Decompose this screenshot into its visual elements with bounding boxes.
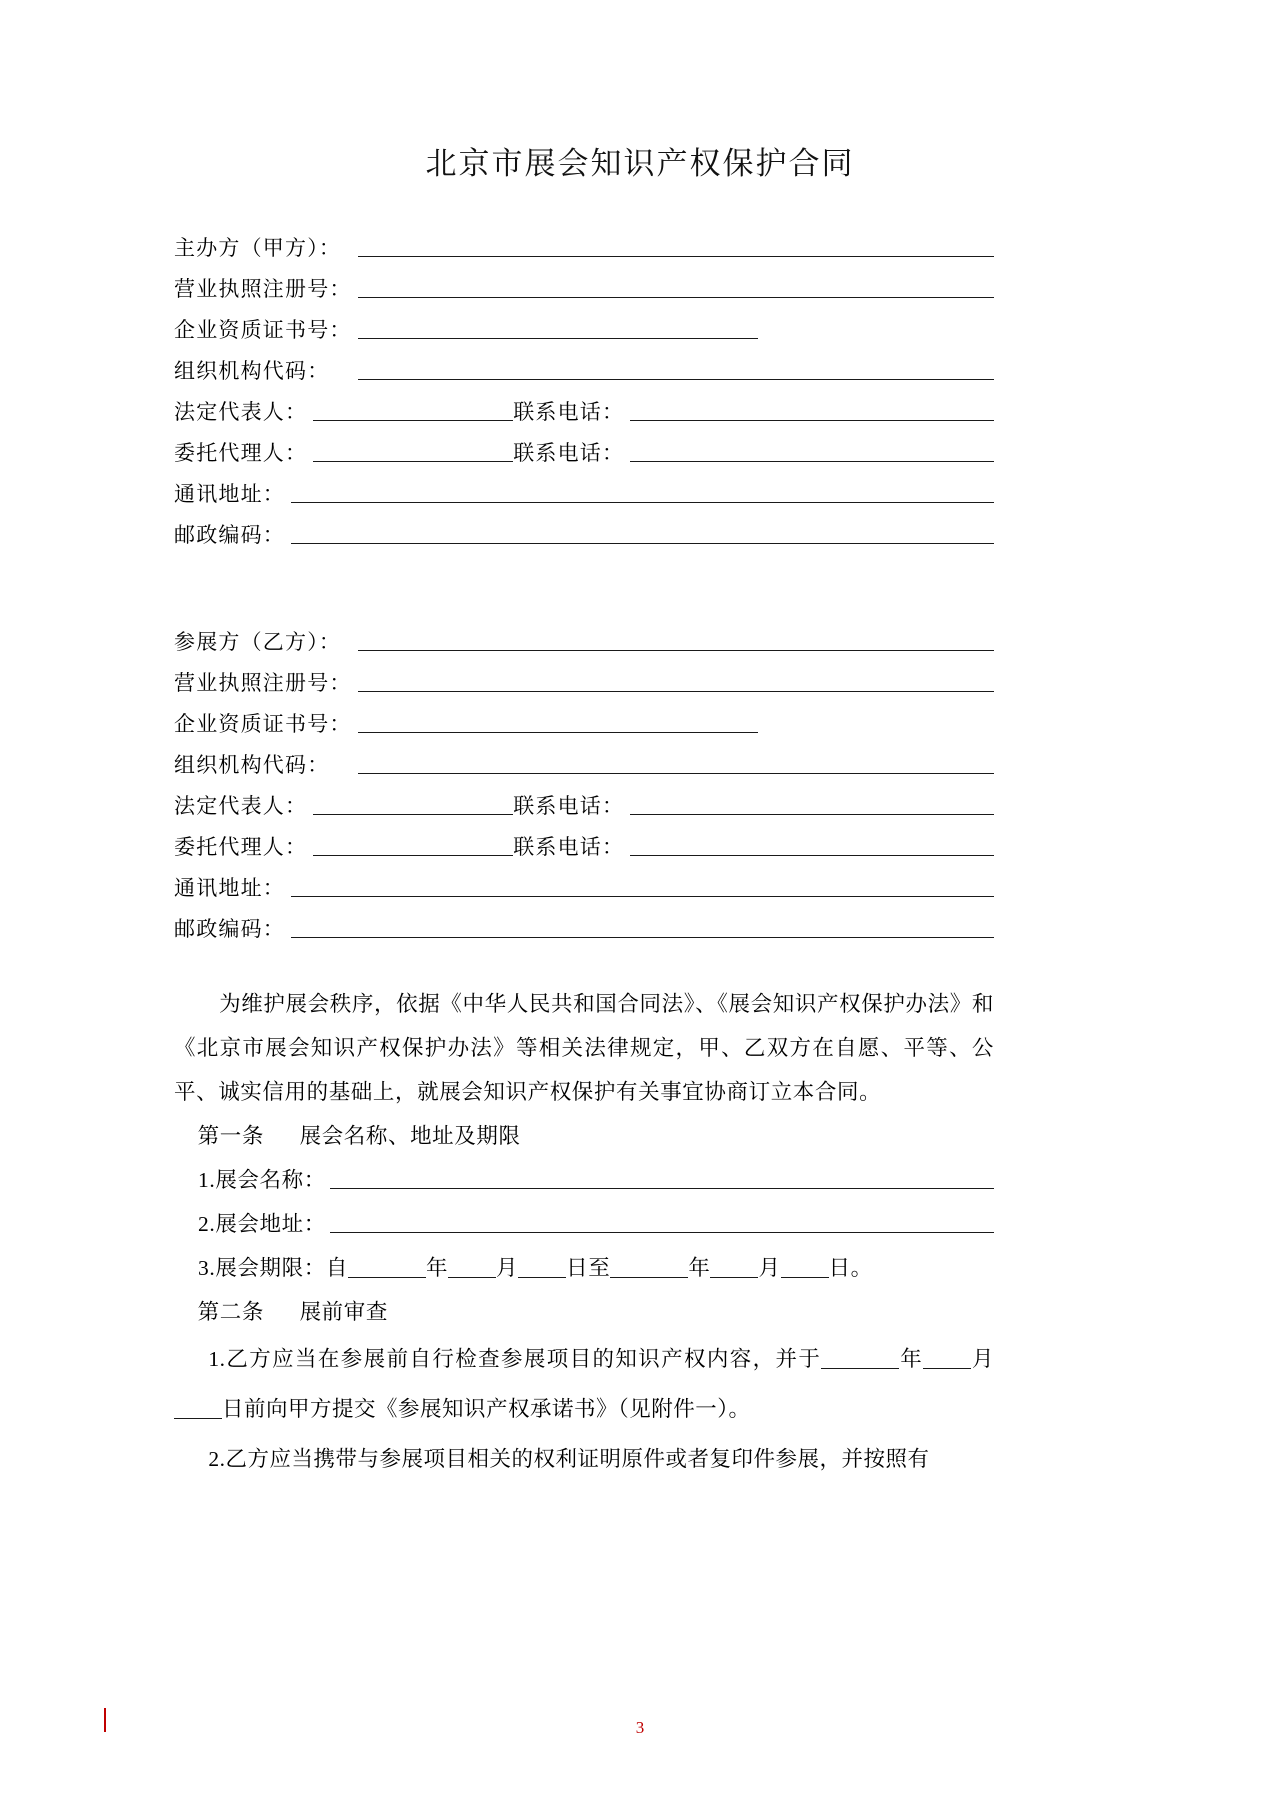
input-period-end-year[interactable]	[610, 1258, 688, 1278]
input-period-start-year[interactable]	[348, 1258, 426, 1278]
document-body	[174, 232, 994, 1484]
party-a-block	[174, 232, 994, 560]
clause-one-title: 展会名称、地址及期限	[299, 1124, 521, 1148]
field-party-a-postcode	[174, 519, 994, 560]
field-label-party-a-qualification: 企业资质证书号：	[174, 318, 352, 342]
field-label-party-b-legal-rep-tel: 联系电话：	[513, 794, 625, 818]
input-party-b-org-code[interactable]	[358, 753, 994, 774]
field-label-party-a-org-code: 组织机构代码：	[174, 359, 330, 383]
input-party-a-license[interactable]	[358, 277, 994, 298]
clause-two-item-1	[174, 1334, 994, 1434]
field-label-party-a-license: 营业执照注册号：	[174, 277, 352, 301]
label-period-start-day: 日至	[566, 1256, 611, 1280]
input-party-b-legal-rep-tel[interactable]	[630, 794, 994, 815]
field-label-exhibition-period: 3.展会期限：自	[198, 1256, 348, 1280]
input-party-a-legal-rep[interactable]	[313, 400, 513, 421]
field-label-party-a-name: 主办方（甲方）：	[174, 236, 342, 260]
input-party-a-agent[interactable]	[313, 441, 513, 462]
clause-two-heading	[174, 1290, 994, 1334]
input-party-b-address[interactable]	[291, 876, 994, 897]
field-label-party-b-license: 营业执照注册号：	[174, 671, 352, 695]
field-party-a-agent	[174, 437, 994, 478]
input-period-end-month[interactable]	[710, 1258, 758, 1278]
field-label-party-b-legal-rep: 法定代表人：	[174, 794, 308, 818]
field-party-a-name	[174, 232, 994, 273]
field-label-party-b-org-code: 组织机构代码：	[174, 753, 330, 777]
field-label-exhibition-name: 1.展会名称：	[198, 1168, 326, 1192]
field-label-party-b-agent-tel: 联系电话：	[513, 835, 625, 859]
input-period-start-month[interactable]	[448, 1258, 496, 1278]
field-label-exhibition-address: 2.展会地址：	[198, 1212, 326, 1236]
input-party-a-name[interactable]	[358, 236, 994, 257]
field-label-party-b-qualification: 企业资质证书号：	[174, 712, 352, 736]
field-label-party-b-agent: 委托代理人：	[174, 835, 308, 859]
field-label-party-a-address: 通讯地址：	[174, 482, 285, 506]
label-period-start-year: 年	[425, 1256, 449, 1280]
input-party-a-address[interactable]	[291, 482, 994, 503]
label-period-end-day: 日。	[828, 1256, 873, 1280]
input-party-a-legal-rep-tel[interactable]	[630, 400, 994, 421]
field-party-b-license	[174, 667, 994, 708]
label-period-end-year: 年	[688, 1256, 711, 1280]
input-party-a-postcode[interactable]	[291, 523, 994, 544]
field-party-a-license	[174, 273, 994, 314]
clause-two-item-2: 2.乙方应当携带与参展项目相关的权利证明原件或者复印件参展，并按照有	[208, 1447, 930, 1471]
input-exhibition-name[interactable]	[330, 1170, 994, 1189]
field-party-b-org-code	[174, 749, 994, 790]
field-party-a-address	[174, 478, 994, 519]
field-label-party-b-name: 参展方（乙方）：	[174, 630, 342, 654]
party-b-block	[174, 626, 994, 954]
label-period-end-month: 月	[758, 1256, 781, 1280]
field-party-b-agent	[174, 831, 994, 872]
clause-two-title: 展前审查	[299, 1300, 388, 1324]
field-exhibition-address	[174, 1202, 994, 1246]
clause-two-number: 第二条	[197, 1300, 264, 1324]
label-submit-month: 月	[971, 1347, 994, 1371]
input-exhibition-address[interactable]	[330, 1214, 994, 1233]
clause-two	[174, 1290, 994, 1484]
field-party-b-postcode	[174, 913, 994, 954]
field-exhibition-name	[174, 1158, 994, 1202]
field-party-a-qualification	[174, 314, 994, 355]
input-party-b-agent-tel[interactable]	[630, 835, 994, 856]
field-party-b-qualification	[174, 708, 994, 749]
field-label-party-a-agent: 委托代理人：	[174, 441, 308, 465]
clause-one	[174, 1114, 994, 1290]
page-number: 3	[635, 1718, 645, 1737]
field-label-party-a-legal-rep-tel: 联系电话：	[513, 400, 625, 424]
input-party-a-qualification[interactable]	[358, 318, 758, 339]
field-label-party-a-agent-tel: 联系电话：	[513, 441, 625, 465]
input-party-a-org-code[interactable]	[358, 359, 994, 380]
field-party-b-address	[174, 872, 994, 913]
block-spacer	[174, 560, 994, 626]
input-party-b-license[interactable]	[358, 671, 994, 692]
input-party-b-legal-rep[interactable]	[313, 794, 513, 815]
field-label-party-b-address: 通讯地址：	[174, 876, 285, 900]
field-party-b-name	[174, 626, 994, 667]
field-label-party-a-legal-rep: 法定代表人：	[174, 400, 308, 424]
preamble-block	[174, 982, 994, 1114]
field-label-party-a-postcode: 邮政编码：	[174, 523, 285, 547]
field-label-party-b-postcode: 邮政编码：	[174, 917, 285, 941]
page-title: 北京市展会知识产权保护合同	[425, 146, 855, 181]
label-submit-year: 年	[899, 1347, 924, 1371]
label-period-start-month: 月	[496, 1256, 519, 1280]
clause-two-item-1-text-part1: 1.乙方应当在参展前自行检查参展项目的知识产权内容，并于	[208, 1347, 822, 1371]
preamble-paragraph: 为维护展会秩序，依据《中华人民共和国合同法》、《展会知识产权保护办法》和《北京市展会知识产权保护办法》等相关法律规定，甲、乙双方在自愿、平等、公平、诚实信用的基础上，就展会知识产权保护有关事宜协商订立本合同。	[174, 992, 994, 1104]
input-submit-month[interactable]	[923, 1349, 971, 1369]
clause-two-item-1-text-part2: 日前向甲方提交《参展知识产权承诺书》（见附件一）。	[222, 1397, 751, 1421]
input-party-b-qualification[interactable]	[358, 712, 758, 733]
input-party-b-postcode[interactable]	[291, 917, 994, 938]
input-period-end-day[interactable]	[781, 1258, 829, 1278]
field-party-a-legal-rep	[174, 396, 994, 437]
input-party-b-agent[interactable]	[313, 835, 513, 856]
input-submit-day[interactable]	[174, 1399, 222, 1419]
input-period-start-day[interactable]	[518, 1258, 566, 1278]
clause-one-number: 第一条	[197, 1124, 264, 1148]
field-exhibition-period	[174, 1246, 994, 1290]
input-submit-year[interactable]	[821, 1349, 899, 1369]
input-party-b-name[interactable]	[358, 630, 994, 651]
input-party-a-agent-tel[interactable]	[630, 441, 994, 462]
field-party-b-legal-rep	[174, 790, 994, 831]
field-party-a-org-code	[174, 355, 994, 396]
clause-one-heading	[174, 1114, 994, 1158]
